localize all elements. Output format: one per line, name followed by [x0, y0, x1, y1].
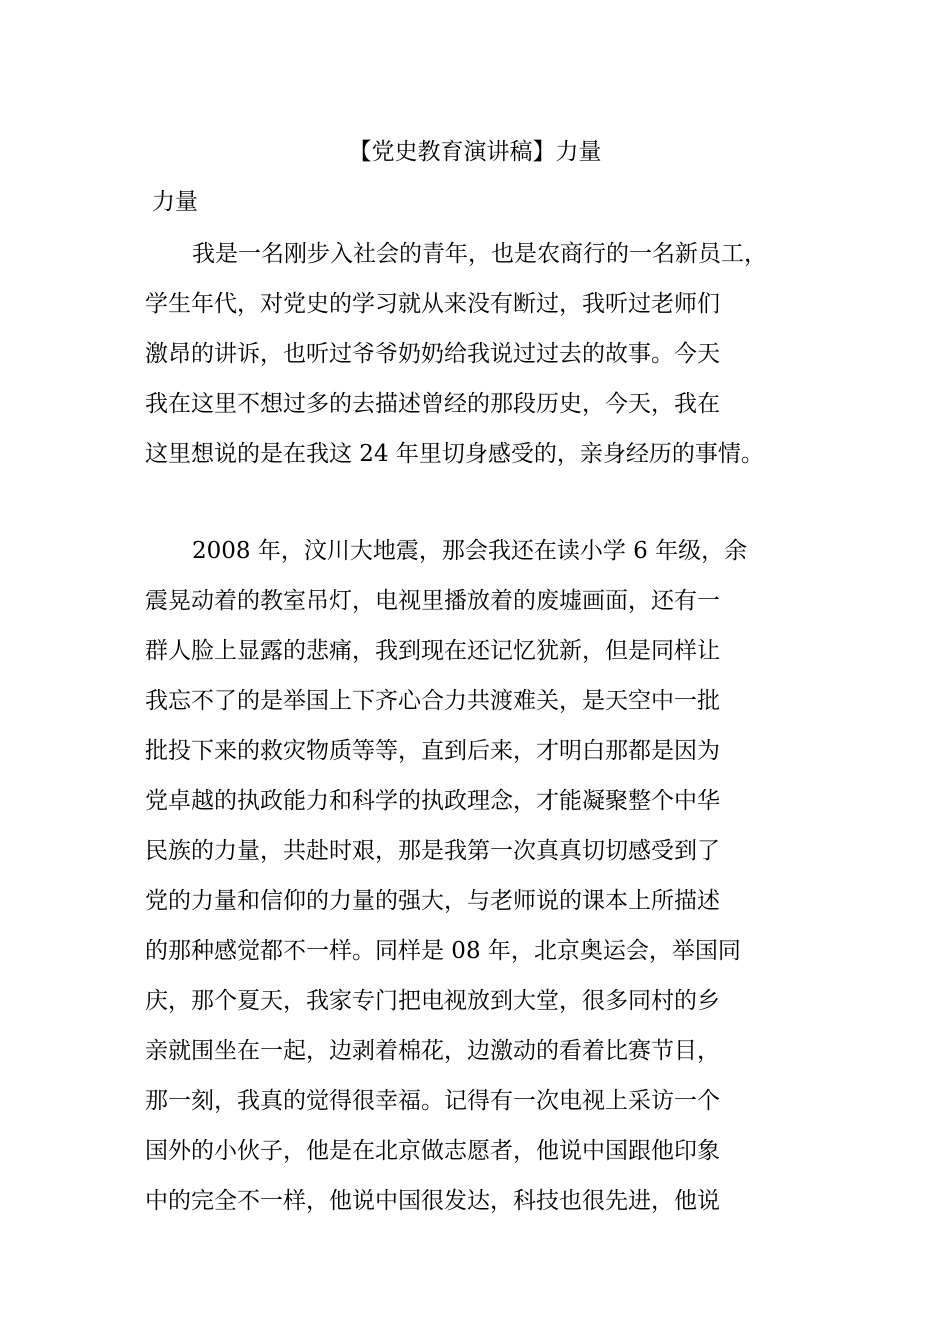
- text-line: 这里想说的是在我这 24 年里切身感受的，亲身经历的事情。: [145, 441, 764, 467]
- text-line: 党的力量和信仰的力量的强大，与老师说的课本上所描述: [145, 888, 720, 914]
- text-line: 国外的小伙子，他是在北京做志愿者，他说中国跟他印象: [145, 1138, 720, 1164]
- text-line: 中的完全不一样，他说中国很发达，科技也很先进，他说: [145, 1188, 720, 1214]
- text-line: 亲就围坐在一起，边剥着棉花，边激动的看着比赛节目，: [145, 1038, 720, 1064]
- text-line: 震晃动着的教室吊灯，电视里播放着的废墟画面，还有一: [145, 588, 720, 614]
- text-line: 庆，那个夏天，我家专门把电视放到大堂，很多同村的乡: [145, 988, 720, 1014]
- text-line: 那一刻，我真的觉得很幸福。记得有一次电视上采访一个: [145, 1088, 720, 1114]
- text-line: 批投下来的救灾物质等等，直到后来，才明白那都是因为: [145, 738, 720, 764]
- text-line: 学生年代，对党史的学习就从来没有断过，我听过老师们: [145, 291, 720, 317]
- text-line: 2008 年，汶川大地震，那会我还在读小学 6 年级，余: [192, 538, 748, 564]
- text-line: 群人脸上显露的悲痛，我到现在还记忆犹新，但是同样让: [145, 638, 720, 664]
- text-line: 党卓越的执政能力和科学的执政理念，才能凝聚整个中华: [145, 788, 720, 814]
- paragraph-1: [145, 229, 825, 479]
- document-title: 【党史教育演讲稿】力量: [348, 139, 602, 165]
- text-line: 我是一名刚步入社会的青年，也是农商行的一名新员工，: [192, 241, 767, 267]
- document-subtitle: 力量: [152, 189, 198, 215]
- text-line: 民族的力量，共赴时艰，那是我第一次真真切切感受到了: [145, 838, 720, 864]
- text-line: 的那种感觉都不一样。同样是 08 年，北京奥运会，举国同: [145, 938, 741, 964]
- text-line: 我在这里不想过多的去描述曾经的那段历史，今天，我在: [145, 391, 720, 417]
- text-line: 激昂的讲诉，也听过爷爷奶奶给我说过过去的故事。今天: [145, 341, 720, 367]
- text-line: 我忘不了的是举国上下齐心合力共渡难关，是天空中一批: [145, 688, 720, 714]
- paragraph-2: [145, 526, 825, 1226]
